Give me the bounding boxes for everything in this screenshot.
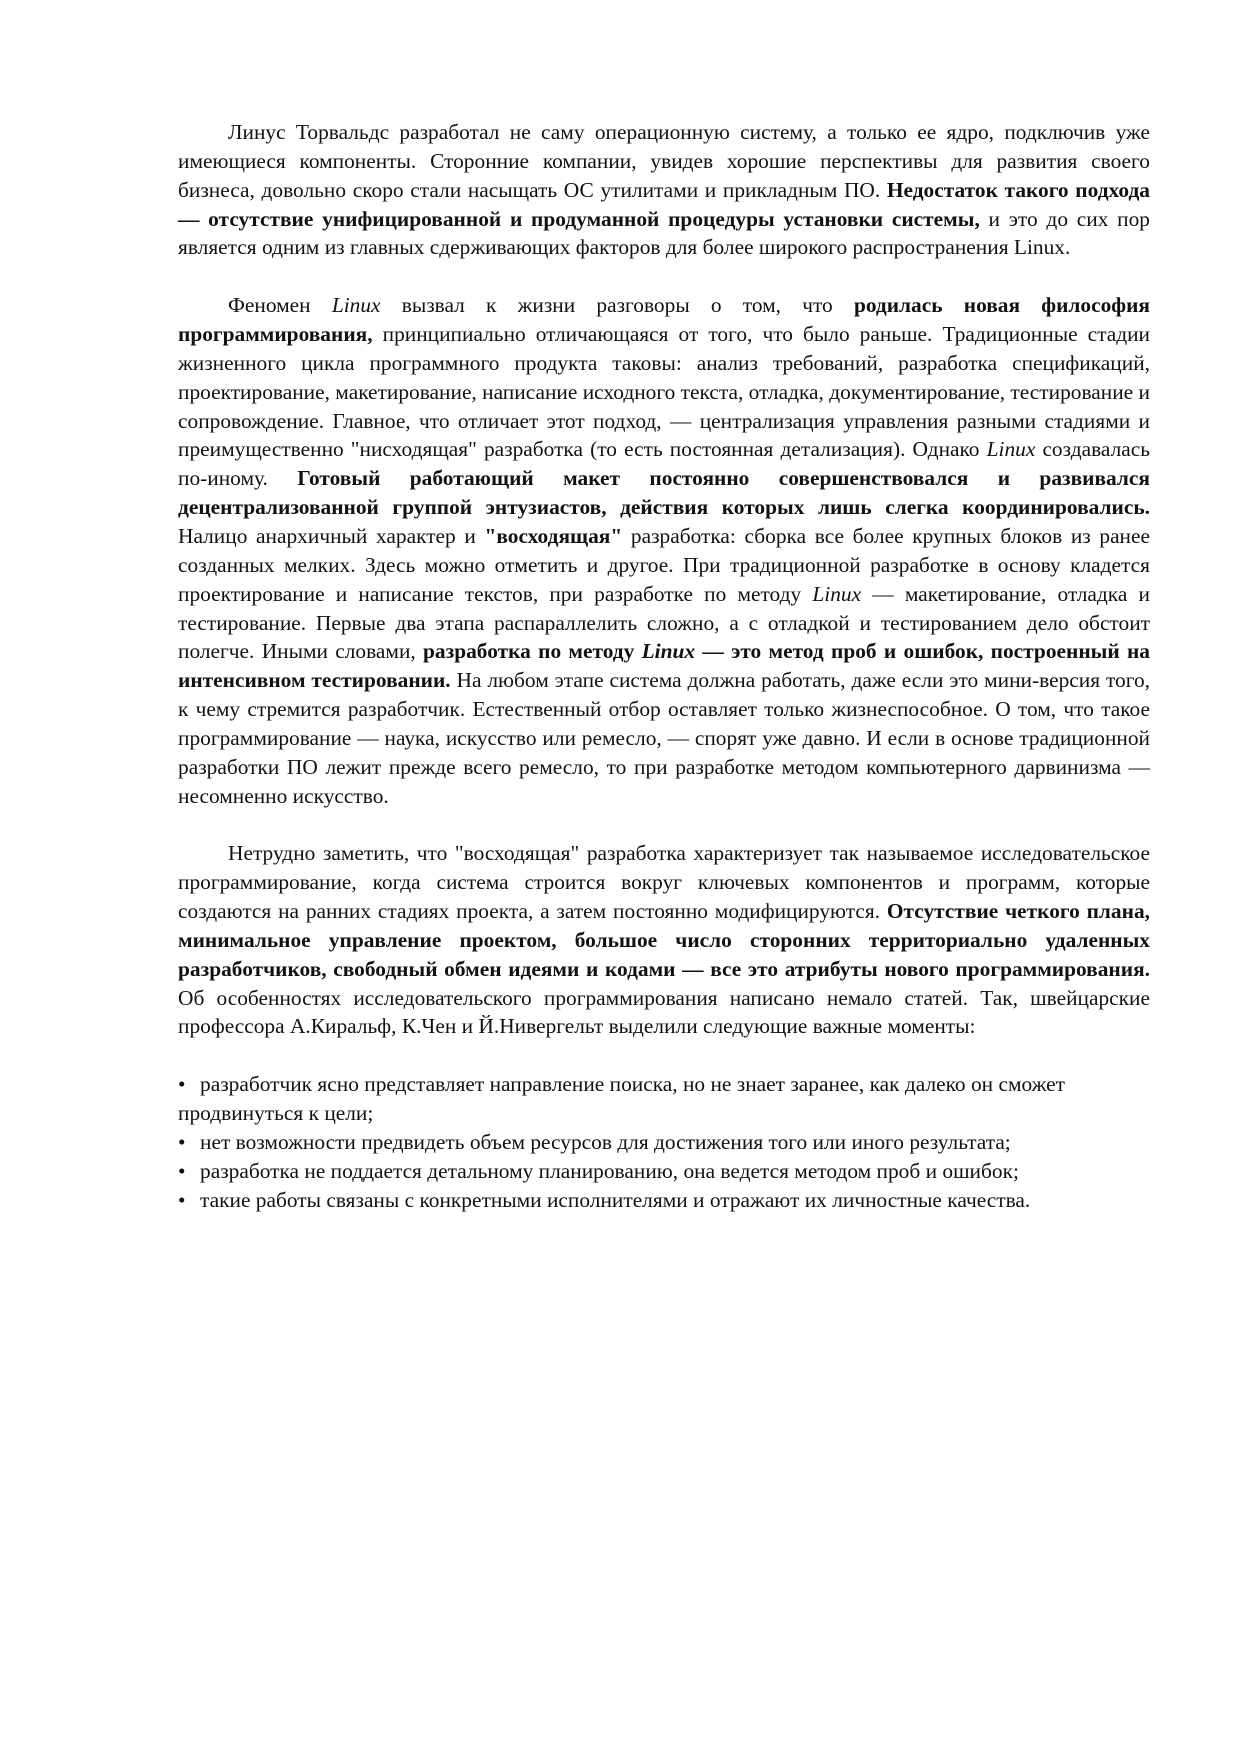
text-run: Отсутствие четкого плана, минимальное управление проектом, большое число сторонних территориально удаленных разработчиков, свободный обмен идеями и кодами — все это атрибуты нового программирования.	[178, 899, 1150, 981]
text-run: Об особенностях исследовательского программирования написано немало статей. Так, швейцарские профессора А.Киральф, К.Чен и Й.Нивергельт выделили следующие важные моменты:	[178, 985, 1150, 1039]
text-run: — макетирование, отладка и тестирование. Первые два этапа распараллелить сложно, а с отладкой и тестированием дело обстоит полегче. Иными словами,	[178, 581, 1150, 664]
text-run: На любом этапе система должна работать, даже если это мини-версия того, к чему стремится разработчик. Естественный отбор оставляет только жизнеспособное. О том, что такое программирование — наука, искусство или ремесло, — спорят уже давно. И если в основе традиционной разработки ПО лежит прежде всего ремесло, то при разработке методом компьютерного дарвинизма — несомненно искусство.	[178, 668, 1150, 808]
text-run: Феномен	[228, 293, 332, 318]
text-run: Готовый работающий макет постоянно совершенствовался и развивался децентрализованной группой энтузиастов, действия которых лишь слегка координировались.	[178, 466, 1150, 520]
document-page	[178, 118, 1150, 1215]
text-run: — это метод проб и ошибок, построенный на интенсивном тестировании.	[178, 639, 1151, 693]
paragraph-3	[178, 839, 1150, 1041]
bullet-marker: •	[178, 1072, 186, 1097]
paragraph-2	[178, 291, 1150, 810]
bullet-text: разработчик ясно представляет направление поиска, но не знает заранее, как далеко он сможет продвинуться к цели;	[178, 1072, 1065, 1126]
text-run: "восходящая"	[484, 523, 623, 548]
text-run: родилась новая философия программирования,	[178, 293, 1150, 347]
paragraph-1	[178, 118, 1150, 262]
text-run: Linux	[986, 437, 1036, 462]
bullet-list	[178, 1070, 1150, 1214]
bullet-marker: •	[178, 1130, 186, 1154]
text-run: Linux	[641, 639, 696, 664]
bullet-item	[178, 1070, 1150, 1128]
bullet-text: нет возможности предвидеть объем ресурсов для достижения того или иного результата;	[200, 1130, 1011, 1154]
bullet-item	[178, 1128, 1150, 1157]
bullet-marker: •	[178, 1187, 186, 1212]
text-run: Недостаток такого подхода — отсутствие унифицированной и продуманной процедуры установки системы,	[178, 177, 1150, 231]
bullet-item	[178, 1186, 1150, 1215]
text-run: вызвал к жизни разговоры о том, что	[380, 293, 854, 318]
bullet-text: разработка не поддается детальному планированию, она ведется методом проб и ошибок;	[200, 1158, 1019, 1183]
bullet-item	[178, 1157, 1150, 1186]
text-run: Нетрудно заметить, что "восходящая" разработка характеризует так называемое исследовательское программирование, когда система строится вокруг ключевых компонентов и программ, которые создаются на ранних стадиях проекта, а затем постоянно модифицируются.	[178, 841, 1150, 924]
text-run: принципиально отличающаяся от того, что было раньше. Традиционные стадии жизненного цикла программного продукта таковы: анализ требований, разработка спецификаций, проектирование, макетирование, написание исходного текста, отладка, документирование, тестирование и сопровождение. Главное, что отличает этот подход, — централизация управления разными стадиями и преимущественно "нисходящая" разработка (то есть постоянная детализация). Однако	[178, 322, 1150, 462]
text-run: Линус Торвальдс разработал не саму операционную систему, а только ее ядро, подключив уже имеющиеся компоненты. Сторонние компании, увидев хорошие перспективы для развития своего бизнеса, довольно скоро стали насыщать ОС утилитами и прикладным ПО.	[178, 120, 1150, 202]
text-run: создавалась по-иному.	[178, 437, 1150, 491]
text-run: и это до сих пор является одним из главных сдерживающих факторов для более широкого распространения Linux.	[178, 206, 1150, 260]
bullet-marker: •	[178, 1158, 186, 1183]
text-run: Налицо анархичный характер и	[178, 523, 485, 548]
bullet-text: такие работы связаны с конкретными исполнителями и отражают их личностные качества.	[200, 1187, 1031, 1212]
text-run: разработка по методу	[423, 639, 642, 664]
text-run: разработка: сборка все более крупных блоков из ранее созданных мелких. Здесь можно отметить и другое. При традиционной разработке в основу кладется проектирование и написание текстов, при разработке по методу	[178, 523, 1150, 606]
text-run: Linux	[331, 293, 381, 318]
text-run: Linux	[812, 581, 862, 606]
